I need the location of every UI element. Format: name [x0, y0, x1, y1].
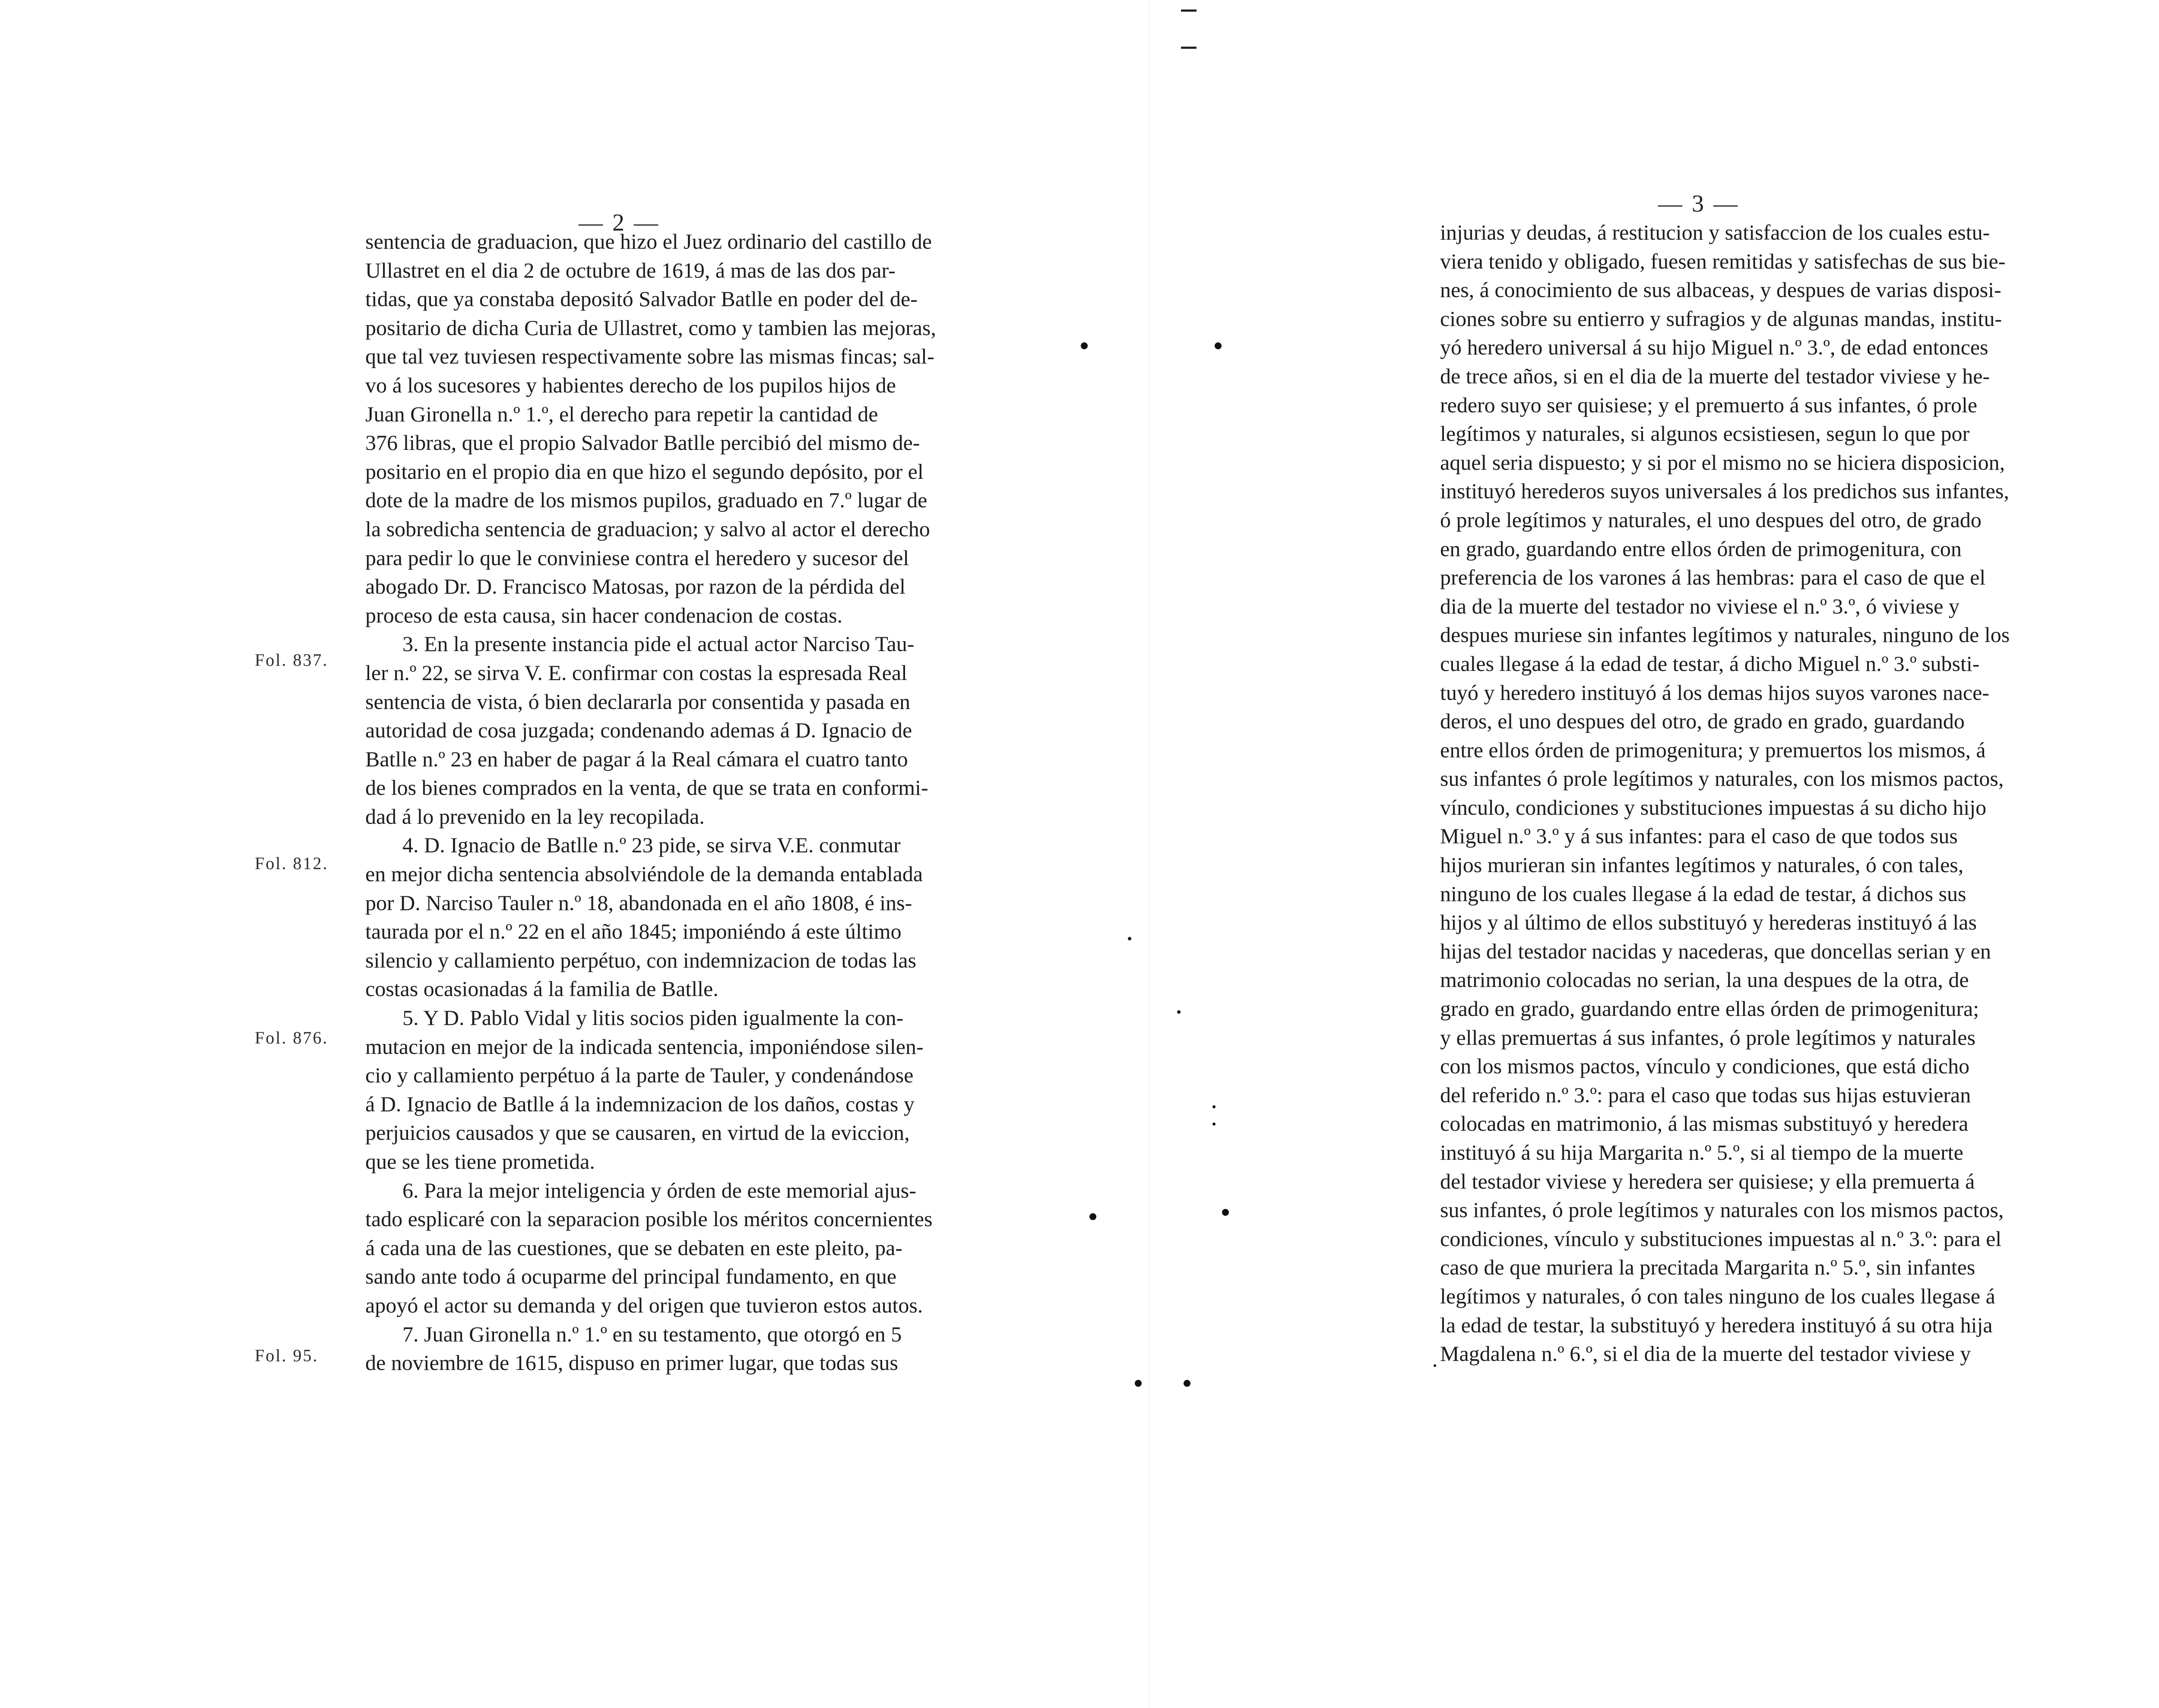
text-line: hijas del testador nacidas y nacederas, que doncellas serian y en [1440, 939, 1991, 963]
text-line: cio y callamiento perpétuo á la parte de Tauler, y condenándose [365, 1063, 914, 1088]
margin-note: Fol. 876. [255, 1028, 329, 1047]
text-line: tidas, que ya constaba depositó Salvador Batlle en poder del de- [365, 287, 918, 311]
scan-speck [1212, 1123, 1216, 1126]
text-line: silencio y callamiento perpétuo, con indemnizacion de todas las [365, 948, 916, 972]
text-line: sentencia de vista, ó bien declararla por consentida y pasada en [365, 689, 910, 714]
binding-mark [1181, 9, 1197, 12]
text-line: que tal vez tuviesen respectivamente sobre las mismas fincas; sal- [365, 344, 934, 369]
text-line: tado esplicaré con la separacion posible los méritos concernientes [365, 1207, 933, 1231]
text-line: proceso de esta causa, sin hacer condenacion de costas. [365, 603, 843, 627]
text-line: 7. Juan Gironella n.º 1.º en su testamento, que otorgó en 5 [402, 1322, 902, 1346]
text-line: apoyó el actor su demanda y del origen que tuvieron estos autos. [365, 1293, 923, 1317]
text-line: colocadas en matrimonio, á las mismas substituyó y heredera [1440, 1111, 1969, 1136]
text-line: Juan Gironella n.º 1.º, el derecho para repetir la cantidad de [365, 402, 878, 426]
text-line: condiciones, vínculo y substituciones impuestas al n.º 3.º: para el [1440, 1226, 2002, 1251]
right-page-text [1440, 218, 2037, 1368]
text-line: preferencia de los varones á las hembras: para el caso de que el [1440, 565, 1986, 590]
binding-hole [1135, 1380, 1142, 1387]
text-line: ninguno de los cuales llegase á la edad de testar, á dichos sus [1440, 881, 1966, 906]
text-line: á D. Ignacio de Batlle á la indemnizacion de los daños, costas y [365, 1091, 915, 1116]
text-line: Ullastret en el dia 2 de octubre de 1619, á mas de las dos par- [365, 258, 896, 282]
text-line: hijos murieran sin infantes legítimos y naturales, ó con tales, [1440, 853, 1964, 877]
binding-hole [1215, 342, 1222, 349]
text-line: de trece años, si en el dia de la muerte del testador viviese y he- [1440, 364, 1990, 388]
text-line: positario de dicha Curia de Ullastret, como y tambien las mejoras, [365, 315, 936, 340]
text-line: del referido n.º 3.º: para el caso que todas sus hijas estuvieran [1440, 1082, 1971, 1107]
text-line: perjuicios causados y que se causaren, en virtud de la eviccion, [365, 1120, 910, 1145]
text-line: 3. En la presente instancia pide el actual actor Narciso Tau- [402, 632, 915, 656]
text-line: despues muriese sin infantes legítimos y naturales, ninguno de los [1440, 623, 2010, 647]
text-line: mutacion en mejor de la indicada sentencia, imponiéndose silen- [365, 1034, 924, 1059]
text-line: dote de la madre de los mismos pupilos, graduado en 7.º lugar de [365, 488, 928, 512]
text-line: ler n.º 22, se sirva V. E. confirmar con costas la espresada Real [365, 660, 907, 685]
text-line: la edad de testar, la substituyó y heredera instituyó á su otra hija [1440, 1313, 1993, 1337]
text-line: sando ante todo á ocuparme del principal fundamento, en que [365, 1264, 897, 1289]
text-line: grado en grado, guardando entre ellas órden de primogenitura; [1440, 996, 1979, 1021]
text-line: vo á los sucesores y habientes derecho de los pupilos hijos de [365, 373, 896, 397]
binding-hole [1089, 1213, 1096, 1220]
text-line: taurada por el n.º 22 en el año 1845; imponiéndo á este último [365, 919, 902, 944]
text-line: 376 libras, que el propio Salvador Batlle percibió del mismo de- [365, 430, 920, 455]
text-line: 5. Y D. Pablo Vidal y litis socios piden igualmente la con- [402, 1006, 904, 1030]
text-line: sus infantes, ó prole legítimos y naturales con los mismos pactos, [1440, 1198, 2004, 1222]
text-line: caso de que muriera la precitada Margarita n.º 5.º, sin infantes [1440, 1255, 1975, 1280]
right-page-number: — 3 — [1658, 190, 1739, 217]
text-line: sus infantes ó prole legítimos y naturales, con los mismos pactos, [1440, 766, 2004, 791]
text-line: redero suyo ser quisiese; y el premuerto á sus infantes, ó prole [1440, 392, 1978, 417]
text-line: en mejor dicha sentencia absolviéndole de la demanda entablada [365, 862, 923, 886]
text-line: 6. Para la mejor inteligencia y órden de este memorial ajus- [402, 1178, 916, 1202]
text-line: á cada una de las cuestiones, que se debaten en este pleito, pa- [365, 1235, 902, 1260]
text-line: sentencia de graduacion, que hizo el Juez ordinario del castillo de [365, 229, 932, 253]
binding-hole [1184, 1380, 1190, 1387]
text-line: de los bienes comprados en la venta, de que se trata en conformi- [365, 775, 928, 800]
text-line: cuales llegase á la edad de testar, á dicho Miguel n.º 3.º substi- [1440, 651, 1980, 676]
margin-note: Fol. 812. [255, 854, 329, 873]
text-line: costas ocasionadas á la familia de Batlle. [365, 977, 719, 1001]
scan-speck [1128, 937, 1131, 940]
text-line: matrimonio colocadas no serian, la una despues de la otra, de [1440, 968, 1969, 992]
text-line: positario en el propio dia en que hizo el segundo depósito, por el [365, 459, 924, 484]
text-line: vínculo, condiciones y substituciones impuestas á su dicho hijo [1440, 795, 1987, 819]
text-line: Batlle n.º 23 en haber de pagar á la Real cámara el cuatro tanto [365, 746, 908, 771]
text-line: deros, el uno despues del otro, de grado en grado, guardando [1440, 709, 1965, 734]
text-line: viera tenido y obligado, fuesen remitidas y satisfechas de sus bie- [1440, 249, 2006, 273]
text-line: Miguel n.º 3.º y á sus infantes: para el caso de que todos sus [1440, 824, 1958, 848]
binding-hole [1222, 1209, 1229, 1216]
text-line: injurias y deudas, á restitucion y satisfaccion de los cuales estu- [1440, 220, 1990, 244]
scan-speck [1177, 1010, 1181, 1014]
scan-speck [1212, 1105, 1216, 1108]
binding-mark [1181, 47, 1197, 49]
text-line: ciones sobre su entierro y sufragios y de algunas mandas, institu- [1440, 306, 2002, 331]
text-line: legítimos y naturales, si algunos ecsistiesen, segun lo que por [1440, 421, 1970, 446]
text-line: para pedir lo que le conviniese contra el heredero y sucesor del [365, 545, 909, 570]
text-line: tuyó y heredero instituyó á los demas hijos suyos varones nace- [1440, 680, 1989, 705]
text-line: aquel seria dispuesto; y si por el mismo no se hiciera disposicion, [1440, 450, 2005, 474]
text-line: dia de la muerte del testador no viviese el n.º 3.º, ó viviese y [1440, 594, 1960, 618]
text-line: por D. Narciso Tauler n.º 18, abandonada en el año 1808, é ins- [365, 890, 912, 915]
text-line: legítimos y naturales, ó con tales ninguno de los cuales llegase á [1440, 1284, 1995, 1308]
text-line: autoridad de cosa juzgada; condenando ademas á D. Ignacio de [365, 718, 912, 743]
text-line: y ellas premuertas á sus infantes, ó prole legítimos y naturales [1440, 1025, 1975, 1050]
scan-speck [1434, 1364, 1436, 1367]
margin-note: Fol. 95. [255, 1346, 319, 1365]
text-line: yó heredero universal á su hijo Miguel n.º 3.º, de edad entonces [1440, 335, 1988, 360]
text-line: 4. D. Ignacio de Batlle n.º 23 pide, se sirva V.E. conmutar [402, 833, 901, 857]
text-line: la sobredicha sentencia de graduacion; y salvo al actor el derecho [365, 516, 930, 541]
text-line: en grado, guardando entre ellos órden de primogenitura, con [1440, 536, 1962, 561]
text-line: hijos y al último de ellos substituyó y herederas instituyó á las [1440, 910, 1977, 935]
left-page-number: — 2 — [579, 209, 660, 236]
text-line: nes, á conocimiento de sus albaceas, y despues de varias disposi- [1440, 278, 2001, 302]
text-line: ó prole legítimos y naturales, el uno despues del otro, de grado [1440, 507, 1982, 532]
text-line: Magdalena n.º 6.º, si el dia de la muerte del testador viviese y [1440, 1341, 1971, 1366]
text-line: entre ellos órden de primogenitura; y premuertos los mismos, á [1440, 737, 1986, 762]
text-line: abogado Dr. D. Francisco Matosas, por razon de la pérdida del [365, 574, 906, 599]
margin-note: Fol. 837. [255, 650, 329, 670]
left-page-text [365, 227, 992, 1377]
text-line: dad á lo prevenido en la ley recopilada. [365, 804, 705, 829]
binding-hole [1081, 342, 1088, 349]
text-line: instituyó herederos suyos universales á los predichos sus infantes, [1440, 479, 2009, 503]
text-line: del testador viviese y heredera ser quisiese; y ella premuerta á [1440, 1169, 1975, 1193]
text-line: que se les tiene prometida. [365, 1149, 595, 1173]
text-line: de noviembre de 1615, dispuso en primer lugar, que todas sus [365, 1351, 898, 1375]
text-line: con los mismos pactos, vínculo y condiciones, que está dicho [1440, 1054, 1970, 1079]
text-line: instituyó á su hija Margarita n.º 5.º, si al tiempo de la muerte [1440, 1140, 1963, 1164]
